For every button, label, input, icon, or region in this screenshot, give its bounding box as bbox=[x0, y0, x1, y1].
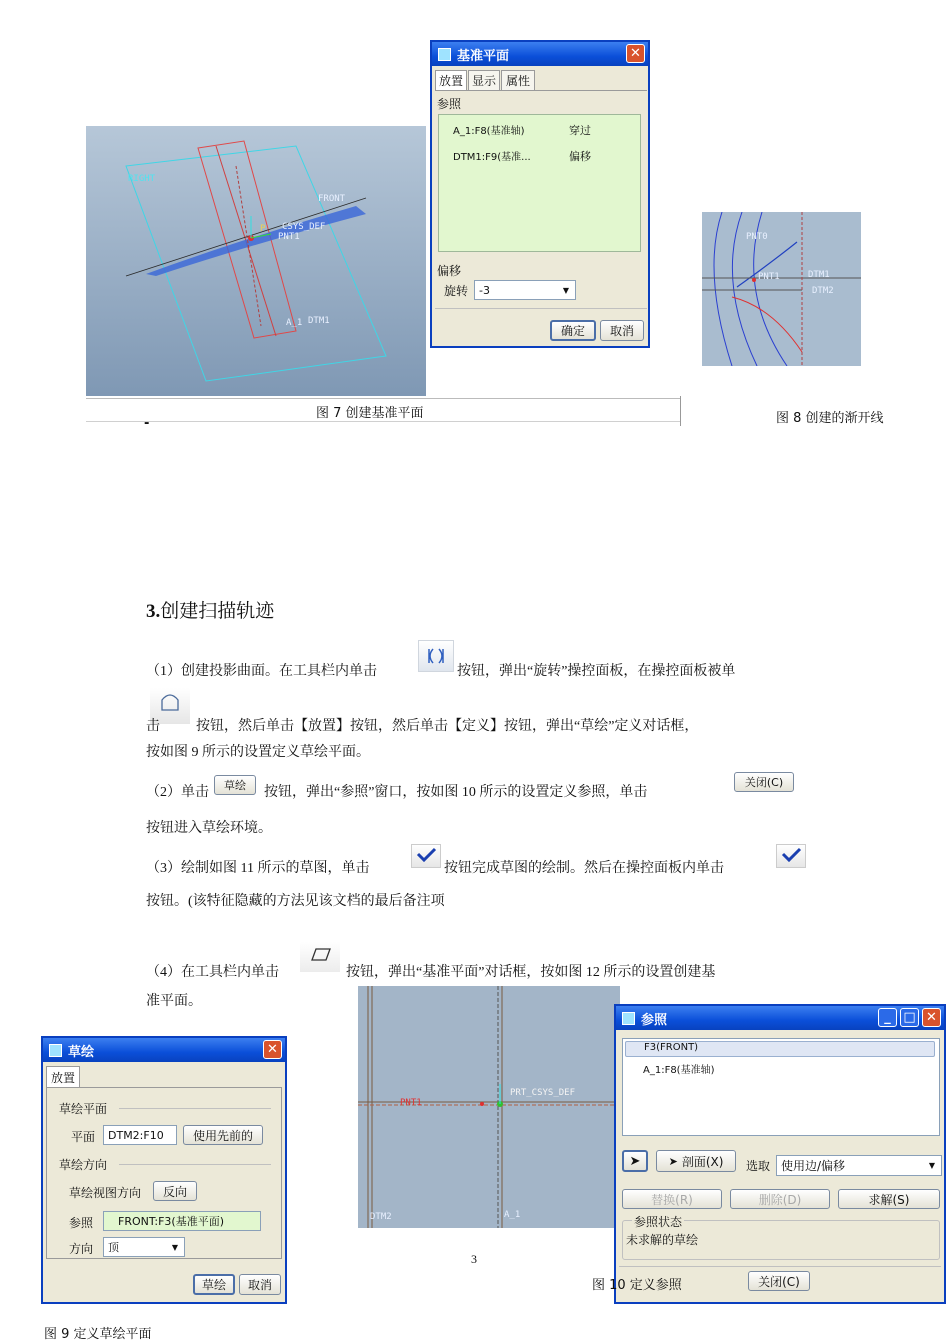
chevron-down-icon[interactable]: ▼ bbox=[928, 1161, 935, 1170]
step3-line1-b: 按钮完成草图的绘制。然后在操控面板内单击 bbox=[444, 861, 724, 876]
window-icon bbox=[438, 48, 451, 61]
cursor-arrow-icon: ➤ bbox=[668, 1154, 678, 1168]
tab-panel-line bbox=[435, 90, 647, 91]
figure7-caption-rule-bottom bbox=[86, 421, 680, 422]
label-front: FRONT bbox=[318, 194, 346, 204]
section-button[interactable] bbox=[656, 1150, 736, 1172]
figure11-sketch-svg bbox=[358, 986, 620, 1228]
revolve-svg bbox=[419, 641, 453, 671]
sketch-inline-button[interactable]: 草绘 bbox=[214, 775, 256, 795]
step1-line1-a: （1）创建投影曲面。在工具栏内单击 bbox=[146, 664, 377, 679]
reference-constraint[interactable]: 穿过 bbox=[569, 124, 591, 137]
title-bar bbox=[432, 42, 648, 66]
references-dialog bbox=[614, 1004, 946, 1304]
status-label: 参照状态 bbox=[634, 1215, 683, 1229]
tab-properties[interactable]: 属性 bbox=[501, 70, 535, 90]
section-button-label: 剖面(X) bbox=[681, 1154, 724, 1169]
datum-plane-tool-icon[interactable] bbox=[300, 942, 340, 972]
reference-label: 参照 bbox=[69, 1216, 94, 1230]
label-a1: A_1 bbox=[504, 1210, 521, 1220]
label-dtm1: DTM1 bbox=[808, 270, 830, 280]
label-csys: CSYS_DEF bbox=[282, 222, 326, 232]
cursor-arrow-icon: ➤ bbox=[629, 1153, 641, 1169]
figure7-caption-rule bbox=[86, 398, 680, 399]
cancel-button[interactable]: 取消 bbox=[600, 320, 644, 341]
use-previous-button[interactable]: 使用先前的 bbox=[183, 1125, 263, 1145]
label-pnt1: PNT1 bbox=[758, 272, 780, 282]
figure7-caption-rule-right bbox=[680, 396, 681, 426]
figure8-involute-svg bbox=[702, 212, 861, 366]
step4-line2: 准平面。 bbox=[146, 994, 202, 1009]
window-icon bbox=[49, 1044, 62, 1057]
figure8-caption: 图 8 创建的渐开线 bbox=[776, 411, 884, 426]
status-value: 未求解的草绘 bbox=[626, 1233, 699, 1247]
label-dtm2: DTM2 bbox=[812, 286, 834, 296]
pointer-button[interactable] bbox=[622, 1150, 648, 1172]
references-list[interactable] bbox=[622, 1038, 940, 1136]
label-pnt: PNT1 bbox=[278, 232, 300, 242]
rotation-label: 旋转 bbox=[444, 284, 469, 298]
plane-label: 平面 bbox=[71, 1130, 96, 1144]
close-icon[interactable]: ✕ bbox=[626, 44, 645, 63]
window-icon bbox=[622, 1012, 635, 1025]
separator bbox=[619, 1266, 941, 1267]
select-dropdown[interactable] bbox=[776, 1155, 942, 1176]
label-dtm: DTM1 bbox=[308, 316, 330, 326]
step2-line1-b: 按钮，弹出“参照”窗口，按如图 10 所示的设置定义参照，单击 bbox=[264, 785, 648, 800]
reference-name[interactable]: A_1:F8(基准轴) bbox=[453, 126, 525, 137]
maximize-icon[interactable]: □ bbox=[900, 1008, 919, 1027]
label-dtm2: DTM2 bbox=[370, 1212, 392, 1222]
plane-svg bbox=[300, 942, 340, 972]
group-line bbox=[119, 1164, 271, 1165]
rotation-input[interactable] bbox=[474, 280, 576, 300]
solve-button[interactable]: 求解(S) bbox=[838, 1189, 940, 1209]
close-icon[interactable]: ✕ bbox=[922, 1008, 941, 1027]
label-pnt1: PNT1 bbox=[400, 1098, 422, 1108]
figure7-caption: 图 7 创建基准平面 bbox=[316, 406, 424, 421]
figure7-model-svg bbox=[86, 126, 426, 396]
check-svg bbox=[777, 845, 805, 867]
page-number: 3 bbox=[471, 1252, 477, 1266]
checkmark-icon[interactable] bbox=[411, 844, 441, 868]
select-label: 选取 bbox=[746, 1159, 771, 1173]
chevron-down-icon[interactable]: ▼ bbox=[562, 285, 569, 295]
plane-field[interactable] bbox=[103, 1125, 177, 1145]
sketch-orientation-label: 草绘方向 bbox=[59, 1158, 108, 1172]
separator bbox=[435, 308, 647, 309]
check-svg bbox=[412, 845, 440, 867]
section-heading bbox=[146, 596, 274, 623]
revolve-tool-icon[interactable] bbox=[418, 640, 454, 672]
step3-line2: 按钮。(该特征隐藏的方法见该文档的最后备注项 bbox=[146, 894, 445, 909]
rotation-value: -3 bbox=[479, 283, 490, 297]
step1-line1-b: 按钮，弹出“旋转”操控面板，在操控面板被单 bbox=[457, 664, 736, 679]
figure7-cad-view bbox=[86, 126, 426, 396]
step4-line1-a: （4）在工具栏内单击 bbox=[146, 965, 279, 980]
dialog-title: 参照 bbox=[641, 1012, 668, 1028]
step4-line1-b: 按钮，弹出“基准平面”对话框，按如图 12 所示的设置创建基 bbox=[346, 965, 716, 980]
references-label: 参照 bbox=[437, 97, 462, 111]
title-bar bbox=[616, 1006, 944, 1030]
title-bar bbox=[43, 1038, 285, 1062]
dialog-title: 草绘 bbox=[68, 1044, 95, 1060]
sketch-button[interactable]: 草绘 bbox=[193, 1274, 235, 1295]
direction-label: 方向 bbox=[69, 1242, 94, 1256]
tab-placement[interactable]: 放置 bbox=[435, 70, 467, 90]
figure9-caption: 图 9 定义草绘平面 bbox=[44, 1327, 152, 1342]
figure11-cad-view bbox=[358, 986, 620, 1228]
view-direction-label: 草绘视图方向 bbox=[69, 1186, 142, 1200]
ok-button[interactable]: 确定 bbox=[550, 320, 596, 341]
sketch-plane-label: 草绘平面 bbox=[59, 1102, 108, 1116]
tab-display[interactable]: 显示 bbox=[468, 70, 500, 90]
close-inline-button[interactable]: 关闭(C) bbox=[734, 772, 794, 792]
figure8-cad-view bbox=[702, 212, 861, 366]
close-icon[interactable]: ✕ bbox=[263, 1040, 282, 1059]
select-value: 使用边/偏移 bbox=[781, 1159, 846, 1173]
sketch-dialog bbox=[41, 1036, 287, 1304]
replace-button[interactable]: 替换(R) bbox=[622, 1189, 722, 1209]
cancel-button[interactable]: 取消 bbox=[239, 1274, 281, 1295]
datum-plane-dialog bbox=[430, 40, 650, 348]
list-item[interactable]: A_1:F8(基准轴) bbox=[643, 1065, 715, 1076]
label-a1: A_1 bbox=[286, 318, 303, 328]
section-title: 创建扫描轨迹 bbox=[160, 601, 275, 622]
tab-placement[interactable]: 放置 bbox=[46, 1066, 80, 1087]
reference-name[interactable]: DTM1:F9(基准... bbox=[453, 152, 531, 163]
step2-line1-a: （2）单击 bbox=[146, 785, 209, 800]
section-number: 3. bbox=[146, 601, 161, 622]
reference-value: FRONT:F3(基准平面) bbox=[118, 1215, 224, 1228]
step3-line1-a: （3）绘制如图 11 所示的草图，单击 bbox=[146, 861, 370, 876]
step1-line2-b: 按钮，然后单击【放置】按钮，然后单击【定义】按钮，弹出“草绘”定义对话框， bbox=[196, 719, 699, 734]
label-right: RIGHT bbox=[128, 174, 156, 184]
list-item[interactable]: F3(FRONT) bbox=[625, 1041, 935, 1057]
label-csys: PRT_CSYS_DEF bbox=[510, 1088, 576, 1098]
step1-line2-a: 击 bbox=[146, 719, 160, 734]
plane-value: DTM2:F10 bbox=[108, 1128, 164, 1142]
close-button[interactable]: 关闭(C) bbox=[748, 1271, 810, 1291]
flip-button[interactable]: 反向 bbox=[153, 1181, 197, 1201]
group-line bbox=[119, 1108, 271, 1109]
direction-select[interactable] bbox=[103, 1237, 185, 1257]
chevron-down-icon[interactable]: ▼ bbox=[171, 1242, 178, 1252]
minimize-icon[interactable]: _ bbox=[878, 1008, 897, 1027]
checkmark-icon[interactable] bbox=[776, 844, 806, 868]
references-list[interactable] bbox=[438, 114, 641, 252]
dialog-title: 基准平面 bbox=[457, 48, 510, 64]
reference-field[interactable] bbox=[103, 1211, 261, 1231]
offset-label: 偏移 bbox=[437, 264, 462, 278]
reference-constraint[interactable]: 偏移 bbox=[569, 150, 591, 163]
figure7-dash: - bbox=[144, 416, 150, 431]
label-pnt0: PNT0 bbox=[746, 232, 768, 242]
step1-line3: 按如图 9 所示的设置定义草绘平面。 bbox=[146, 745, 370, 760]
step2-line2: 按钮进入草绘环境。 bbox=[146, 821, 272, 836]
delete-button[interactable]: 删除(D) bbox=[730, 1189, 830, 1209]
label-p: P bbox=[260, 224, 266, 234]
figure10-caption: 图 10 定义参照 bbox=[592, 1278, 682, 1293]
direction-value: 顶 bbox=[108, 1241, 119, 1254]
